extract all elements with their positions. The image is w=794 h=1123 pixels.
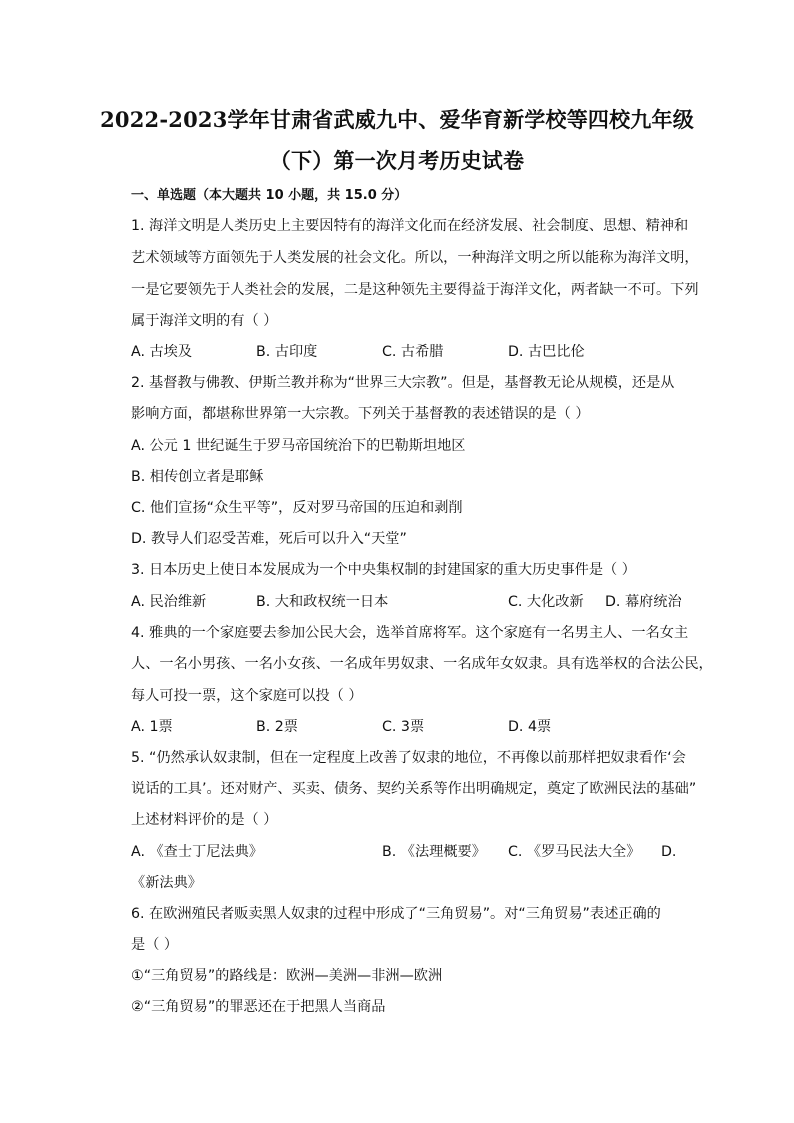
question-6-line-1: 6. 在欧洲殖民者贩卖黑人奴隶的过程中形成了“三角贸易”。对“三角贸易”表述正确的 bbox=[131, 906, 661, 922]
question-2-line-1: 2. 基督教与佛教、伊斯兰教并称为“世界三大宗教”。但是，基督教无论从规模，还是从 bbox=[131, 375, 675, 391]
exam-title-line-1: 2022-2023学年甘肃省武威九中、爱华育新学校等四校九年级 bbox=[100, 107, 694, 132]
question-5-option-d-text: 《新法典》 bbox=[131, 875, 202, 891]
option-b: B. 《法理概要》 bbox=[382, 844, 486, 860]
question-1-line-4: 属于海洋文明的有（ ） bbox=[131, 313, 278, 329]
question-5-line-2: 说话的工具’。还对财产、买卖、债务、契约关系等作出明确规定，奠定了欧洲民法的基础” bbox=[131, 781, 697, 797]
question-6-item-2: ②“三角贸易”的罪恶还在于把黑人当商品 bbox=[131, 999, 386, 1015]
option-c: C. 《罗马民法大全》 bbox=[508, 844, 641, 860]
option-a: A. 《查士丁尼法典》 bbox=[131, 844, 263, 860]
option-d: D. 幕府统治 bbox=[605, 594, 682, 610]
question-4-line-2: 人、一名小男孩、一名小女孩、一名成年男奴隶、一名成年女奴隶。具有选举权的合法公民， bbox=[131, 656, 713, 672]
option-b: B. 古印度 bbox=[256, 344, 318, 360]
question-5-line-1: 5. “仍然承认奴隶制，但在一定程度上改善了奴隶的地位，不再像以前那样把奴隶看作‘会 bbox=[131, 750, 686, 766]
option-a: A. 民治维新 bbox=[131, 594, 207, 610]
question-2-option-a: A. 公元 1 世纪诞生于罗马帝国统治下的巴勒斯坦地区 bbox=[131, 438, 466, 454]
option-d: D. 4票 bbox=[508, 719, 552, 735]
option-a: A. 1票 bbox=[131, 719, 173, 735]
option-c: C. 大化改新 bbox=[508, 594, 584, 610]
option-a: A. 古埃及 bbox=[131, 344, 193, 360]
question-6-item-1: ①“三角贸易”的路线是：欧洲—美洲—非洲—欧洲 bbox=[131, 968, 443, 984]
question-2-line-2: 影响方面，都堪称世界第一大宗教。下列关于基督教的表述错误的是（ ） bbox=[131, 406, 590, 422]
option-d: D. bbox=[661, 844, 677, 860]
question-2-option-b: B. 相传创立者是耶稣 bbox=[131, 469, 264, 485]
option-b: B. 2票 bbox=[256, 719, 298, 735]
question-6-line-2: 是（ ） bbox=[131, 937, 179, 953]
question-4-line-3: 每人可投一票，这个家庭可以投（ ） bbox=[131, 688, 363, 704]
section-heading: 一、单选题（本大题共 10 小题，共 15.0 分） bbox=[131, 188, 408, 203]
option-c: C. 古希腊 bbox=[382, 344, 444, 360]
question-1-line-2: 艺术领域等方面领先于人类发展的社会文化。所以，一种海洋文明之所以能称为海洋文明， bbox=[131, 250, 699, 266]
question-4-line-1: 4. 雅典的一个家庭要去参加公民大会，选举首席将军。这个家庭有一名男主人、一名女主 bbox=[131, 625, 689, 641]
exam-title-line-2: （下）第一次月考历史试卷 bbox=[269, 148, 525, 173]
option-d: D. 古巴比伦 bbox=[508, 344, 585, 360]
question-5-line-3: 上述材料评价的是（ ） bbox=[131, 812, 278, 828]
question-1-line-3: 一是它要领先于人类社会的发展，二是这种领先主要得益于海洋文化，两者缺一不可。下列 bbox=[131, 282, 699, 298]
question-2-option-d: D. 教导人们忍受苦难，死后可以升入“天堂” bbox=[131, 531, 407, 547]
option-b: B. 大和政权统一日本 bbox=[256, 594, 389, 610]
question-1-line-1: 1. 海洋文明是人类历史上主要因特有的海洋文化而在经济发展、社会制度、思想、精神和 bbox=[131, 218, 689, 234]
question-3-line-1: 3. 日本历史上使日本发展成为一个中央集权制的封建国家的重大历史事件是（ ） bbox=[131, 562, 636, 578]
question-2-option-c: C. 他们宣扬“众生平等”，反对罗马帝国的压迫和剥削 bbox=[131, 500, 463, 516]
option-c: C. 3票 bbox=[382, 719, 425, 735]
